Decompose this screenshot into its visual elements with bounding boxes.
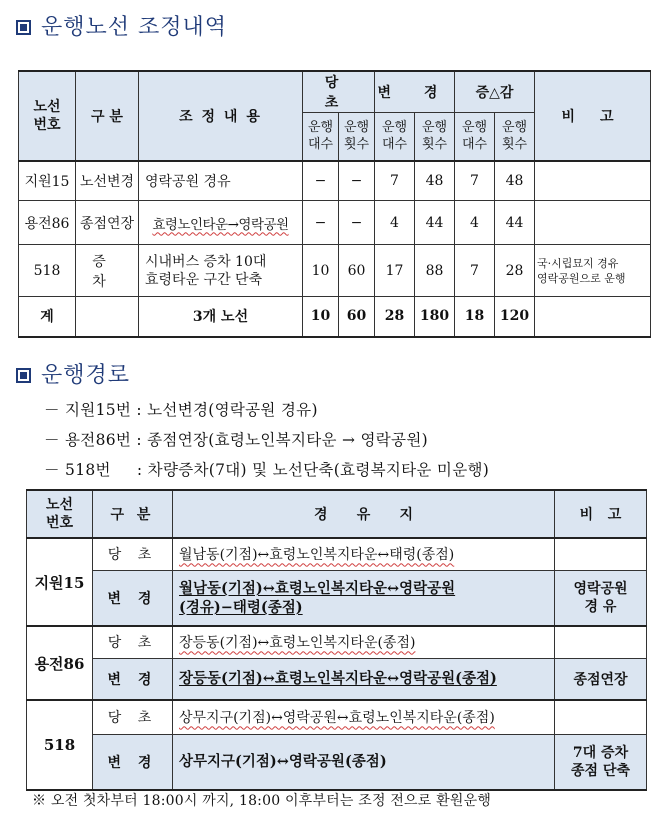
route-path bbox=[173, 626, 555, 658]
header-trips: 운행 횟수 bbox=[415, 113, 455, 161]
category: 증 차 bbox=[76, 245, 139, 297]
total-new-count: 28 bbox=[375, 297, 415, 337]
header-changed: 변 경 bbox=[375, 71, 455, 113]
header-trips: 운행 횟수 bbox=[339, 113, 375, 161]
header-via: 경 유 지 bbox=[173, 490, 555, 538]
route-bullet: － 지원15번 : 노선변경(영락공원 경유) bbox=[44, 401, 318, 419]
new-trips: 44 bbox=[415, 201, 455, 245]
remark: 영락공원 경 유 bbox=[555, 570, 647, 626]
header-current: 당 초 bbox=[303, 71, 375, 113]
total-diff-trips: 120 bbox=[495, 297, 535, 337]
row-label: 당 초 bbox=[93, 626, 173, 658]
header-count: 운행 대수 bbox=[303, 113, 339, 161]
route-path bbox=[173, 658, 555, 700]
remark bbox=[535, 161, 651, 201]
route-path bbox=[173, 700, 555, 734]
route-path-text: 장등동(기점)↔효령노인복지타운(종점) bbox=[179, 635, 416, 652]
content: 영락공원 경유 bbox=[139, 161, 303, 201]
header-category: 구 분 bbox=[76, 71, 139, 161]
table-row bbox=[27, 570, 647, 626]
new-trips: 88 bbox=[415, 245, 455, 297]
diff-trips: 48 bbox=[495, 161, 535, 201]
route-no: 용전86 bbox=[27, 626, 93, 700]
route-path bbox=[173, 538, 555, 570]
route-bullet: － 용전86번 : 종점연장(효령노인복지타운 → 영락공원) bbox=[44, 431, 428, 449]
total-remark bbox=[535, 297, 651, 337]
route-no: 지원15 bbox=[27, 538, 93, 626]
current-count: − bbox=[303, 201, 339, 245]
row-label: 변 경 bbox=[93, 734, 173, 790]
table-row bbox=[27, 626, 647, 658]
current-trips: − bbox=[339, 201, 375, 245]
total-new-trips: 180 bbox=[415, 297, 455, 337]
route-path: 상무지구(기점)↔영락공원(종점) bbox=[173, 734, 555, 790]
row-label: 당 초 bbox=[93, 700, 173, 734]
diff-count: 4 bbox=[455, 201, 495, 245]
header-diff: 증△감 bbox=[455, 71, 535, 113]
remark: 7대 증차 종점 단축 bbox=[555, 734, 647, 790]
diff-count: 7 bbox=[455, 161, 495, 201]
route-no: 518 bbox=[27, 700, 93, 790]
category: 노선변경 bbox=[76, 161, 139, 201]
remark bbox=[555, 700, 647, 734]
header-remark: 비 고 bbox=[555, 490, 647, 538]
current-count: 10 bbox=[303, 245, 339, 297]
total-diff-count: 18 bbox=[455, 297, 495, 337]
diff-count: 7 bbox=[455, 245, 495, 297]
total-current-count: 10 bbox=[303, 297, 339, 337]
route-no: 용전86 bbox=[19, 201, 76, 245]
new-trips: 48 bbox=[415, 161, 455, 201]
row-label: 변 경 bbox=[93, 570, 173, 626]
current-trips: 60 bbox=[339, 245, 375, 297]
row-label: 변 경 bbox=[93, 658, 173, 700]
total-row bbox=[19, 297, 651, 337]
content bbox=[139, 201, 303, 245]
header-route-no: 노선 번호 bbox=[27, 490, 93, 538]
remark bbox=[555, 538, 647, 570]
route-path-table bbox=[26, 489, 647, 791]
remark bbox=[555, 626, 647, 658]
remark: 국·시립묘지 경유 영락공원으로 운행 bbox=[535, 245, 651, 297]
route-path-text: 상무지구(기점)↔영락공원↔효령노인복지타운(종점) bbox=[179, 710, 495, 727]
table-row bbox=[27, 734, 647, 790]
route-no: 518 bbox=[19, 245, 76, 297]
header-remark: 비 고 bbox=[535, 71, 651, 161]
content-text: 효령노인타운→영락공원 bbox=[152, 216, 289, 233]
square-bullet-icon bbox=[16, 368, 31, 383]
row-label: 당 초 bbox=[93, 538, 173, 570]
header-content: 조 정 내 용 bbox=[139, 71, 303, 161]
header-category: 구 분 bbox=[93, 490, 173, 538]
table-row bbox=[27, 538, 647, 570]
total-current-trips: 60 bbox=[339, 297, 375, 337]
remark: 종점연장 bbox=[555, 658, 647, 700]
total-empty bbox=[76, 297, 139, 337]
table-row bbox=[19, 161, 651, 201]
header-count: 운행 대수 bbox=[455, 113, 495, 161]
remark bbox=[535, 201, 651, 245]
diff-trips: 44 bbox=[495, 201, 535, 245]
section2-title: 운행경로 bbox=[16, 358, 130, 389]
route-path-text: 장등동(기점)↔효령노인복지타운↔영락공원(종점) bbox=[179, 670, 497, 688]
category: 종점연장 bbox=[76, 201, 139, 245]
table-row bbox=[27, 700, 647, 734]
table-row bbox=[19, 201, 651, 245]
section1-title: 운행노선 조정내역 bbox=[16, 10, 227, 41]
header-count: 운행 대수 bbox=[375, 113, 415, 161]
new-count: 7 bbox=[375, 161, 415, 201]
content: 시내버스 증차 10대 효령타운 구간 단축 bbox=[139, 245, 303, 297]
route-no: 지원15 bbox=[19, 161, 76, 201]
header-trips: 운행 횟수 bbox=[495, 113, 535, 161]
table-row bbox=[27, 658, 647, 700]
route-path-text: 월남동(기점)↔효령노인복지타운↔영락공원 (경유)−태령(종점) bbox=[179, 579, 456, 616]
new-count: 17 bbox=[375, 245, 415, 297]
route-bullet: － 518번 : 차량증차(7대) 및 노선단축(효령복지타운 미운행) bbox=[44, 461, 490, 479]
total-label: 계 bbox=[19, 297, 76, 337]
total-content: 3개 노선 bbox=[139, 297, 303, 337]
square-bullet-icon bbox=[16, 20, 31, 35]
new-count: 4 bbox=[375, 201, 415, 245]
route-path-text: 월남동(기점)↔효령노인복지타운↔태령(종점) bbox=[179, 547, 455, 564]
diff-trips: 28 bbox=[495, 245, 535, 297]
route-path bbox=[173, 570, 555, 626]
header-route-no: 노선 번호 bbox=[19, 71, 76, 161]
current-trips: − bbox=[339, 161, 375, 201]
table-row bbox=[19, 245, 651, 297]
footnote: ※ 오전 첫차부터 18:00시 까지, 18:00 이후부터는 조정 전으로 환원운행 bbox=[32, 793, 492, 809]
adjustment-table bbox=[18, 70, 651, 338]
current-count: − bbox=[303, 161, 339, 201]
